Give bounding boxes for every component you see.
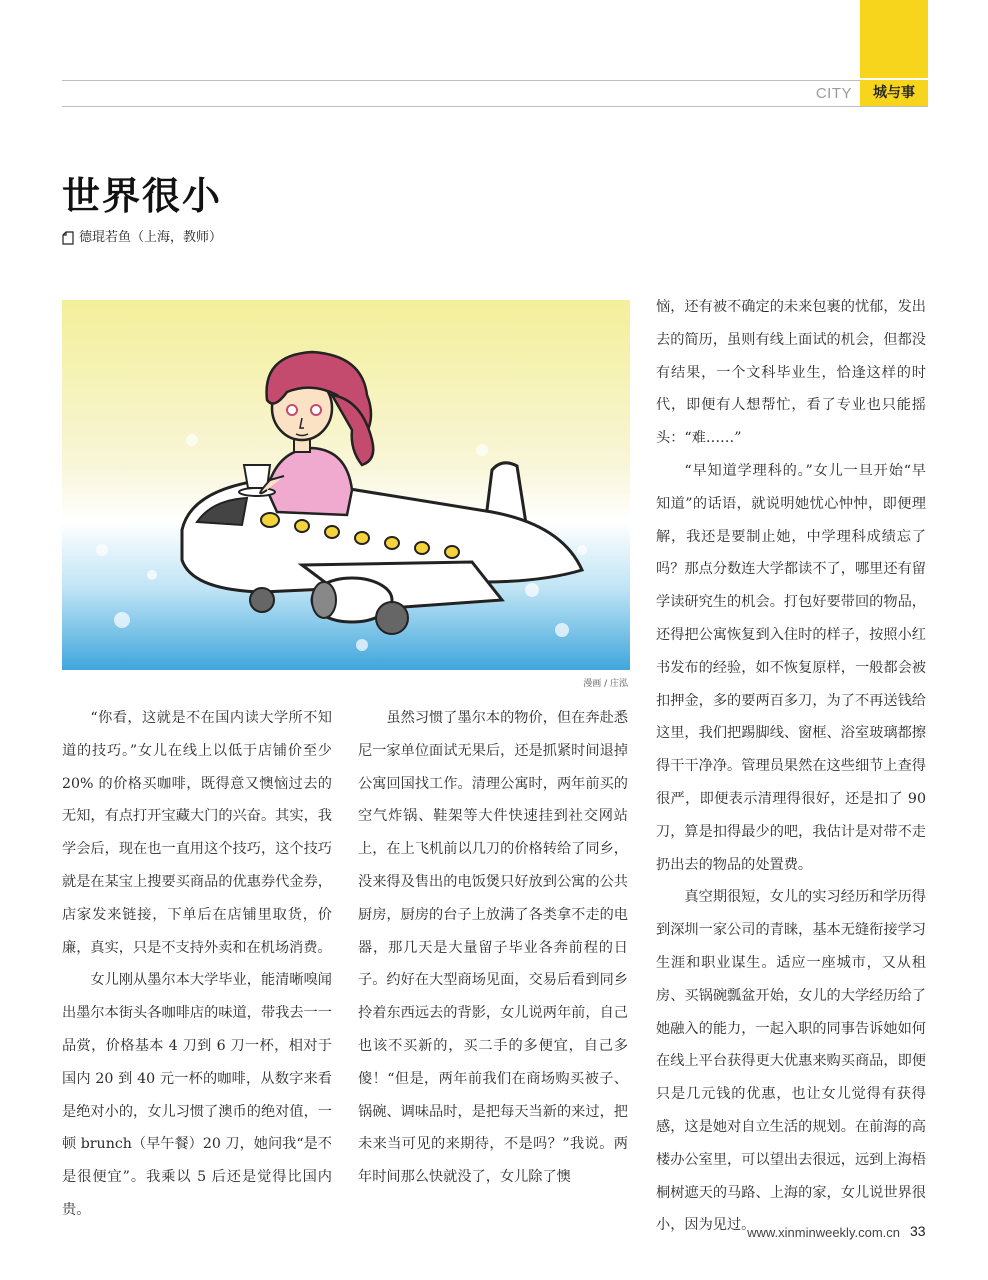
header-bottom-rule — [62, 106, 928, 107]
pen-icon — [62, 231, 74, 245]
text-column-1 — [62, 702, 332, 1227]
footer-url: www.xinminweekly.com.cn — [747, 1225, 900, 1240]
cartoon-woman-on-airplane-icon — [62, 300, 630, 670]
paragraph: “早知道学理科的。”女儿一旦开始“早知道”的话语，就说明她忧心忡忡，即便理解，我还是要制止她，中学理科成绩忘了吗？那点分数连大学都读不了，哪里还有留学读研究生的机会。打包好要带回的物品，还得把公寓恢复到入住时的样子，按照小红书发布的经验，如不恢复原样，一般都会被扣押金，多的要两百多刀，为了不再送钱给这里，我们把踢脚线、窗框、浴室玻璃都擦得干干净净。管理员果然在这些细节上查得很严，即便表示清理得很好，还是扣了 90 刀，算是扣得最少的吧，我估计是对带不走扔出去的物品的处置费。 — [656, 462, 926, 873]
text-column-3 — [656, 291, 926, 1242]
paragraph: 恼，还有被不确定的未来包裹的忧郁，发出去的简历，虽则有线上面试的机会，但都没有结果，一个文科毕业生，恰逢这样的时代，即便有人想帮忙，看了专业也只能摇头：“难……” — [656, 299, 926, 447]
paragraph: “你看，这就是不在国内读大学所不知道的技巧。”女儿在线上以低于店铺价至少 20% 的价格买咖啡，既得意又懊恼过去的无知，有点打开宝藏大门的兴奋。其实，我学会后，现在也一直用这个技巧，这个技巧就是在某宝上搜要买商品的优惠券代金券，店家发来链接，下单后在店铺里取货，价廉，真实，只是不支持外卖和在机场消费。 — [62, 710, 332, 956]
header-yellow-tab — [860, 0, 928, 78]
paragraph: 女儿刚从墨尔本大学毕业，能清晰嗅闻出墨尔本街头各咖啡店的味道，带我去一一品赏，价格基本 4 刀到 6 刀一杯，相对于国内 20 到 40 元一杯的咖啡，从数字来看是绝对小的，女儿习惯了澳币的绝对值，一顿 brunch（早午餐）20 刀，她问我“是不是很便宜”。我乘以 5 后还是觉得比国内贵。 — [62, 972, 332, 1218]
page-number: 33 — [910, 1223, 926, 1239]
paragraph: 虽然习惯了墨尔本的物价，但在奔赴悉尼一家单位面试无果后，还是抓紧时间退掉公寓回国找工作。清理公寓时，两年前买的空气炸锅、鞋架等大件快速挂到社交网站上，在上飞机前以几刀的价格转给了同乡，没来得及售出的电饭煲只好放到公寓的公共厨房，厨房的台子上放满了各类拿不走的电器，那几天是大量留子毕业各奔前程的日子。约好在大型商场见面，交易后看到同乡拎着东西远去的背影，女儿说两年前，自己也该不买新的，买二手的多便宜，自己多傻！“但是，两年前我们在商场购买被子、锅碗、调味品时，是把每天当新的来过，把未来当可见的来期待，不是吗？”我说。两年时间那么快就没了，女儿除了懊 — [358, 710, 628, 1186]
image-credit: 漫画 / 庄泓 — [583, 679, 628, 689]
byline — [62, 229, 222, 247]
byline-text: 德琨若鱼（上海，教师） — [79, 230, 223, 245]
section-label-cn: 城与事 — [860, 80, 928, 106]
paragraph: 真空期很短，女儿的实习经历和学历得到深圳一家公司的青睐，基本无缝衔接学习生涯和职业谋生。适应一座城市，又从租房、买锅碗瓢盆开始，女儿的大学经历给了她融入的能力，一起入职的同事告诉她如何在线上平台获得更大优惠来购买商品，即便只是几元钱的优惠，也让女儿觉得有获得感，这是她对自立生活的规划。在前海的高楼办公室里，可以望出去很远，远到上海梧桐树遮天的马路、上海的家，女儿说世界很小，因为见过。 — [656, 889, 926, 1234]
text-column-2 — [358, 702, 628, 1194]
header-top-rule — [62, 80, 928, 81]
article-illustration — [62, 300, 630, 670]
section-label-en: CITY — [815, 85, 852, 102]
article-title: 世界很小 — [62, 173, 223, 218]
